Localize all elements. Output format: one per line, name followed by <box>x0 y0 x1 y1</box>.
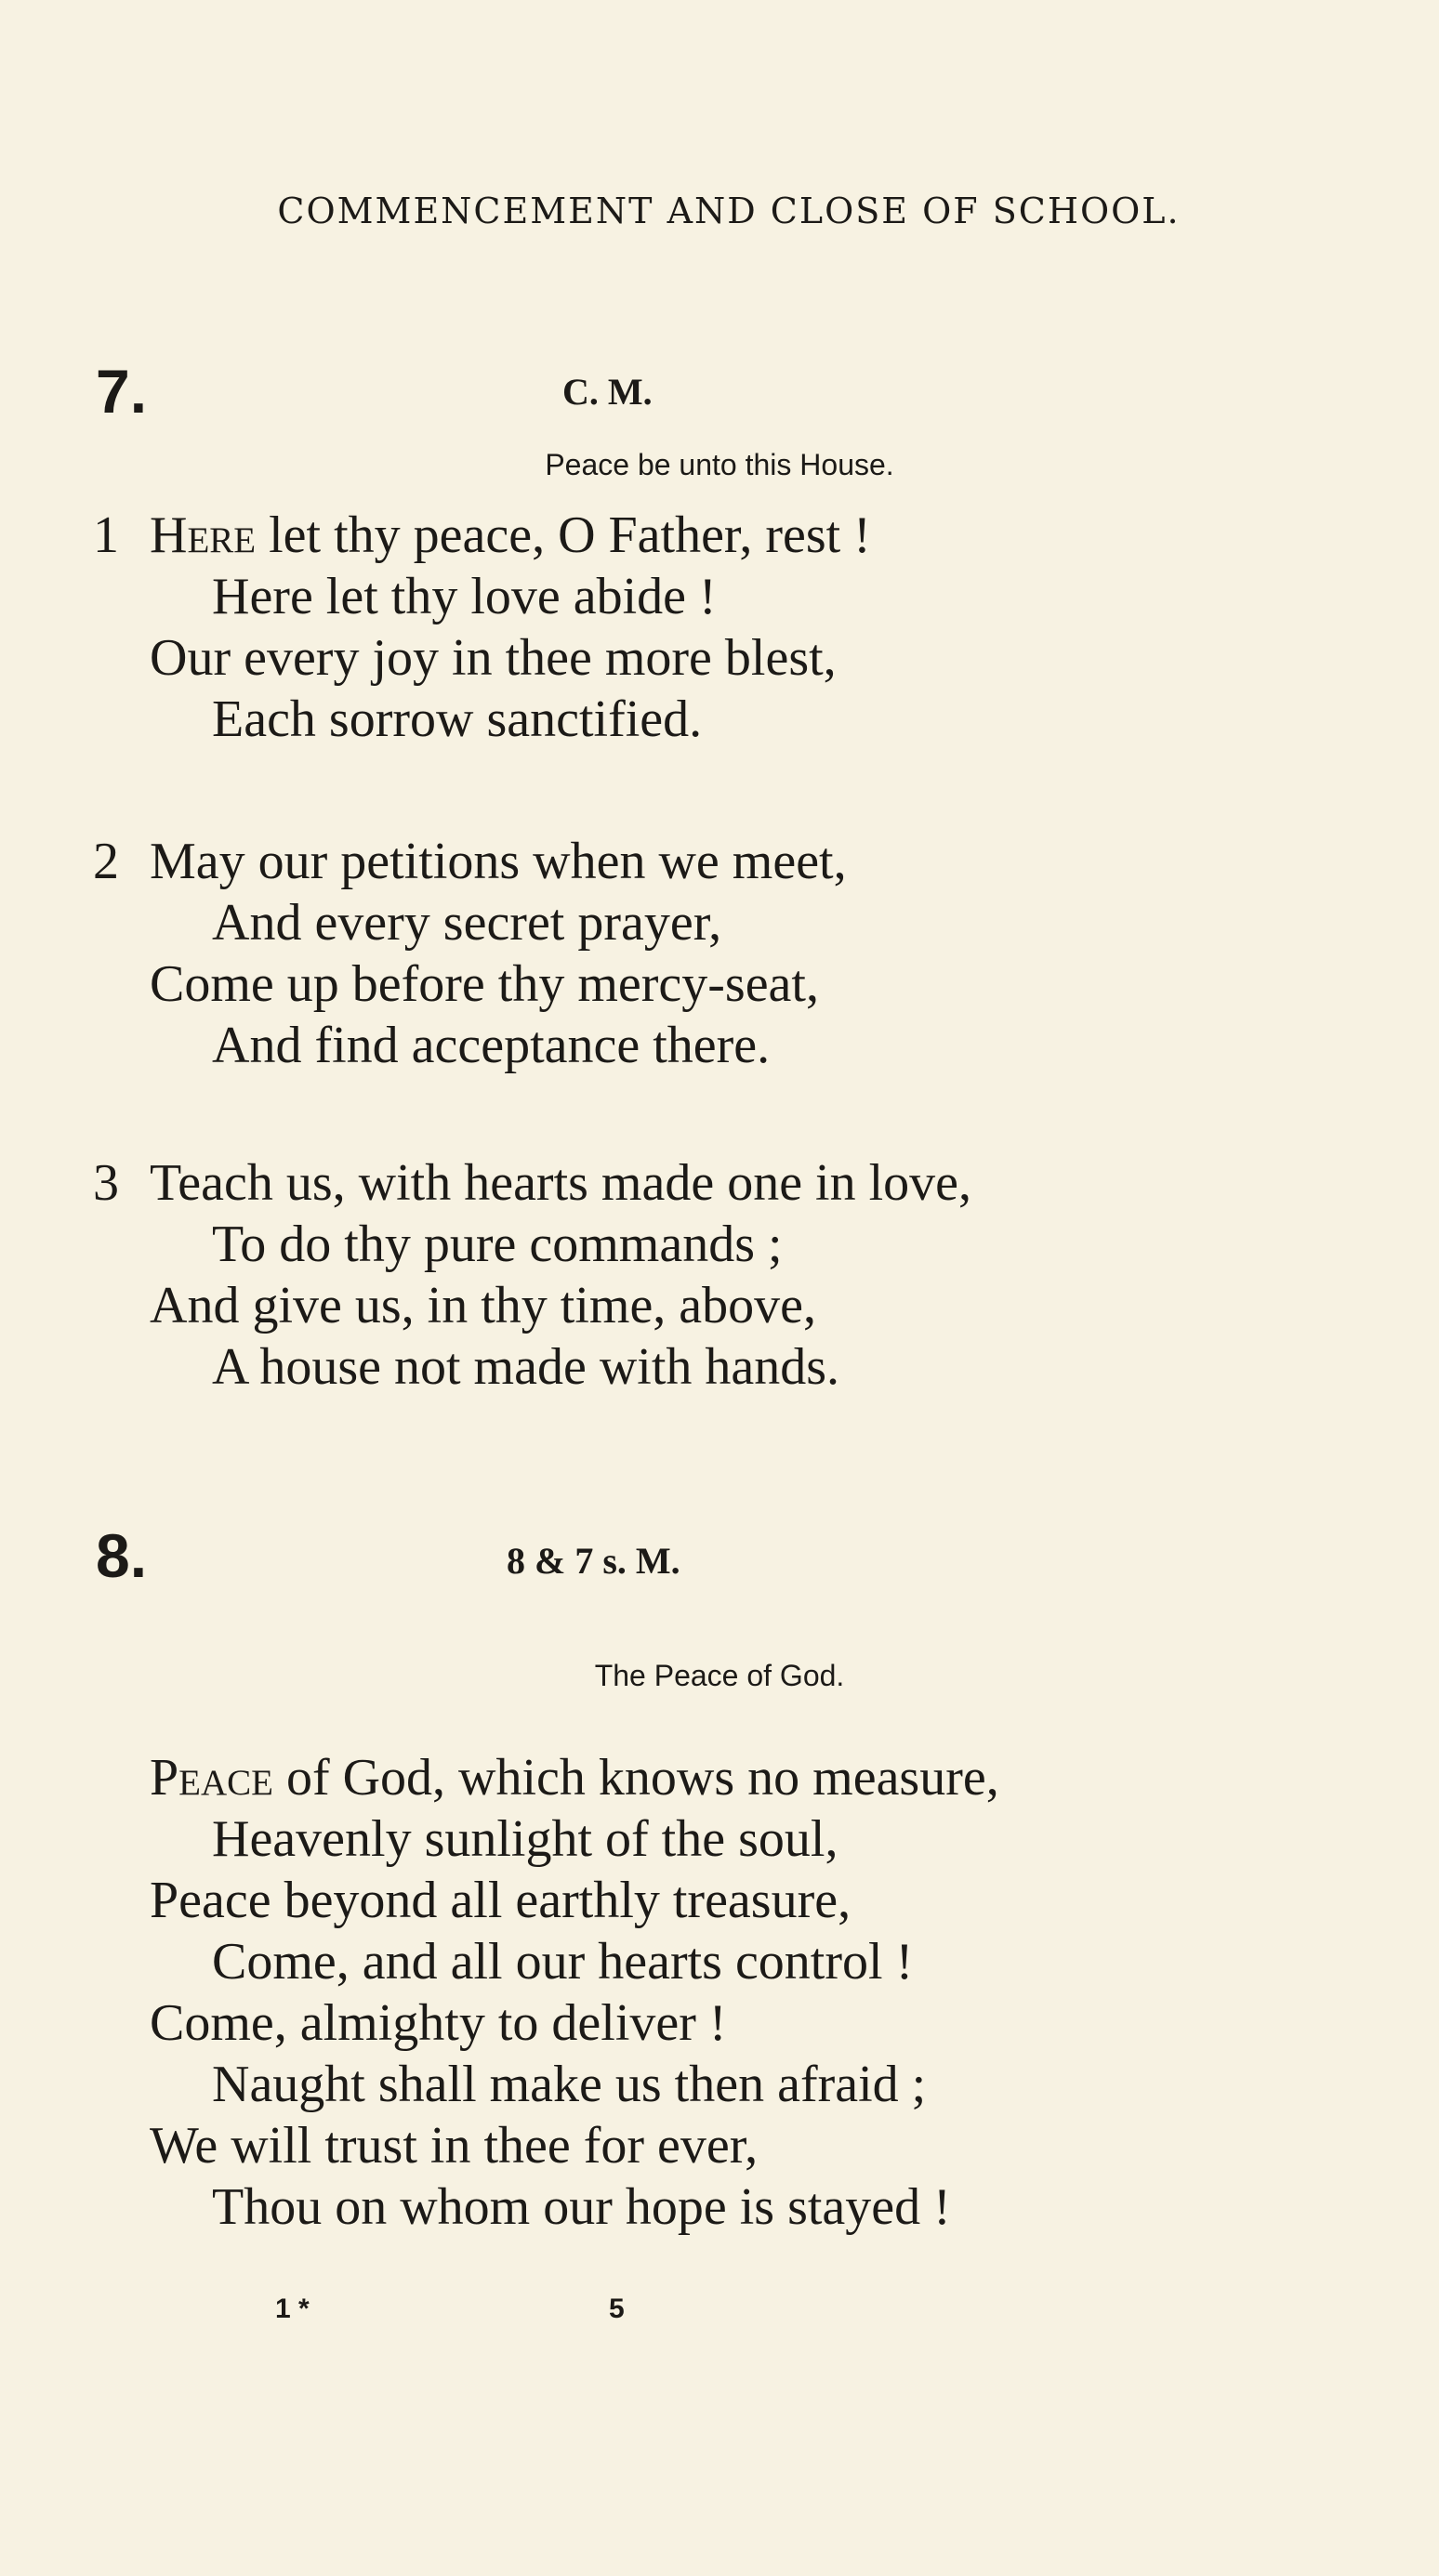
verse-line: Come, almighty to deliver ! <box>150 1994 727 2052</box>
first-word-small-caps: Peace <box>150 1749 273 1807</box>
hymn-subtitle: Peace be unto this House. <box>545 448 894 481</box>
verse-line: Heavenly sunlight of the soul, <box>212 1810 838 1868</box>
hymn-meter: 8 & 7 s. M. <box>507 1540 680 1582</box>
verse-line-text: of God, which knows no measure, <box>285 1749 999 1807</box>
verse-line: May our petitions when we meet, <box>150 833 847 890</box>
verse-line <box>150 1747 999 1808</box>
verse-line: Naught shall make us then afraid ; <box>212 2056 927 2113</box>
verse-line: Here let thy love abide ! <box>212 568 717 625</box>
verse-line: And find acceptance there. <box>212 1017 771 1074</box>
hymn-number: 8. <box>96 1521 148 1590</box>
verse-line: Teach us, with hearts made one in love, <box>150 1154 972 1212</box>
signature-mark: 1 * <box>275 2293 310 2324</box>
hymn-meter: C. M. <box>562 371 653 413</box>
hymn-number: 7. <box>96 357 148 426</box>
verse-line: A house not made with hands. <box>212 1338 840 1396</box>
verse-line: We will trust in thee for ever, <box>150 2117 759 2175</box>
running-head: COMMENCEMENT AND CLOSE OF SCHOOL. <box>277 191 1181 231</box>
verse-line: Our every joy in thee more blest, <box>150 629 837 687</box>
verse-line: Peace beyond all earthly treasure, <box>150 1872 852 1929</box>
first-word-small-caps: Here <box>150 506 257 564</box>
hymn-subtitle: The Peace of God. <box>594 1659 845 1692</box>
verse-line: And every secret prayer, <box>212 894 722 952</box>
verse-line: Come up before thy mercy-seat, <box>150 955 819 1013</box>
stanza-number: 1 <box>93 506 119 564</box>
verse-line-text: let thy peace, O Father, rest ! <box>269 506 871 564</box>
verse-line: Thou on whom our hope is stayed ! <box>212 2178 951 2236</box>
verse-line: And give us, in thy time, above, <box>150 1277 817 1334</box>
stanza-number: 3 <box>93 1154 119 1212</box>
page-number: 5 <box>609 2293 625 2324</box>
verse-line <box>150 505 871 566</box>
verse-line: Come, and all our hearts control ! <box>212 1933 914 1991</box>
verse-line: Each sorrow sanctified. <box>212 690 703 748</box>
verse-line: To do thy pure commands ; <box>212 1216 783 1273</box>
stanza-number: 2 <box>93 833 119 890</box>
